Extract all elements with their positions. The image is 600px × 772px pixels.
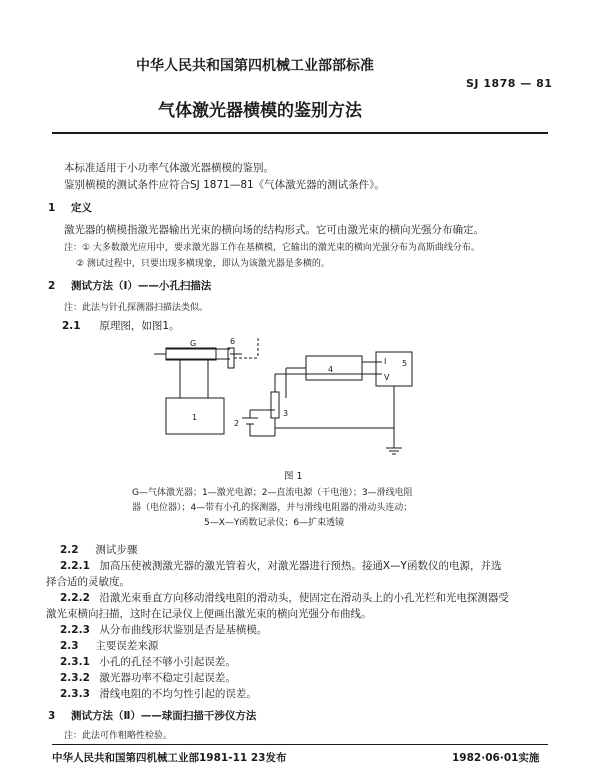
footer-effective: 1982·06·01实施 [452, 752, 540, 764]
figure-1-schematic [150, 336, 420, 470]
document-title: 气体激光器横模的鉴别方法 [158, 101, 362, 121]
section-1-note-2: ② 测试过程中，只要出现多横现象，即认为该激光器是多横的。 [76, 259, 330, 269]
step-2-2-1-line-1 [60, 558, 501, 573]
fig-label-v: V [384, 373, 390, 382]
step-2-2-2-line-2: 激光束横向扫描，这时在记录仪上便画出激光束的横向光强分布曲线。 [46, 608, 372, 620]
fig-label-3: 3 [283, 409, 289, 418]
section-2-heading [48, 278, 211, 293]
figure-legend-1: G—气体激光器；1—激光电源；2—直流电源（干电池）；3—滑线电阻 [132, 488, 413, 498]
intro-line-1: 本标准适用于小功率气体激光器横模的鉴别。 [64, 162, 274, 174]
error-2-3-1-number: 2.3.1 [60, 656, 90, 668]
section-3-note: 注：此法可作粗略性检验。 [64, 731, 173, 741]
xy-recorder-box [376, 352, 412, 386]
section-2-note: 注：此法与针孔探测器扫描法类似。 [64, 303, 209, 313]
footer-issued: 中华人民共和国第四机械工业部1981-11 23发布 [52, 752, 287, 764]
section-1-heading [48, 200, 92, 215]
section-3-heading [48, 708, 256, 723]
error-2-3-3 [60, 686, 257, 701]
figure-legend-2: 器（电位器）；4—带有小孔的探测器，并与滑线电阻器的滑动头连动； [132, 503, 413, 513]
subsection-2-3-number: 2.3 [60, 640, 79, 652]
step-2-2-3-number: 2.2.3 [60, 624, 90, 636]
figure-caption: 图 1 [284, 471, 303, 482]
section-1-number: 1 [48, 202, 56, 214]
step-2-2-1-text: 加高压使被测激光器的激光管着火，对激光器进行预热。接通X—Y函数仪的电源，并选 [99, 560, 502, 572]
error-2-3-3-text: 滑线电阻的不均匀性引起的误差。 [99, 688, 257, 700]
section-1-title: 定义 [70, 202, 92, 214]
subsection-2-1-text: 原理图，如图1。 [99, 320, 180, 332]
error-2-3-2-text: 激光器功率不稳定引起误差。 [99, 672, 236, 684]
section-3-number: 3 [48, 710, 56, 722]
fig-label-5: 5 [402, 359, 408, 368]
error-2-3-2 [60, 670, 236, 685]
fig-label-2: 2 [234, 419, 240, 428]
fig-label-i: I [384, 357, 387, 366]
error-2-3-1 [60, 654, 236, 669]
fig-label-4: 4 [328, 365, 334, 374]
section-1-note-1: 注：① 大多数激光应用中，要求激光器工作在基横模，它输出的激光束的横向光强分布为高斯曲线分布。 [64, 243, 480, 253]
step-2-2-2-number: 2.2.2 [60, 592, 90, 604]
slide-rheostat [271, 392, 279, 418]
section-1-body: 激光器的横模指激光器输出光束的横向场的结构形式。它可由激光束的横向光强分布确定。 [64, 224, 484, 236]
subsection-2-3-title: 主要误差来源 [95, 640, 159, 652]
step-2-2-3 [60, 622, 267, 637]
intro-line-2: 鉴别横模的测试条件应符合SJ 1871—81《气体激光器的测试条件》。 [64, 179, 385, 191]
fig-label-g: G [190, 339, 197, 348]
subsection-2-1 [62, 318, 180, 333]
detector-box [306, 356, 362, 380]
step-2-2-1-line-2: 择合适的灵敏度。 [46, 576, 130, 588]
beam-expander-lens [228, 348, 234, 368]
step-2-2-3-text: 从分布曲线形状鉴别是否是基横模。 [99, 624, 268, 636]
error-2-3-2-number: 2.3.2 [60, 672, 90, 684]
org-title: 中华人民共和国第四机械工业部部标准 [136, 58, 374, 74]
subsection-2-3 [60, 638, 158, 653]
section-2-number: 2 [48, 280, 56, 292]
step-2-2-2-text: 沿激光束垂直方向移动滑线电阻的滑动头，使固定在滑动头上的小孔光栏和光电探测器受 [99, 592, 509, 604]
step-2-2-1-number: 2.2.1 [60, 560, 90, 572]
step-2-2-2-line-1 [60, 590, 509, 605]
subsection-2-1-number: 2.1 [62, 320, 81, 332]
header-rule [52, 132, 548, 134]
fig-label-1: 1 [192, 413, 198, 422]
standard-number: SJ 1878 — 81 [466, 77, 553, 90]
figure-legend-3: 5—X—Y函数记录仪；6—扩束透镜 [204, 518, 345, 528]
section-3-title: 测试方法（Ⅱ）——球面扫描干涉仪方法 [70, 710, 257, 722]
section-2-title: 测试方法（Ⅰ）——小孔扫描法 [70, 280, 212, 292]
footer-rule [52, 744, 548, 745]
subsection-2-2-number: 2.2 [60, 544, 79, 556]
error-2-3-3-number: 2.3.3 [60, 688, 90, 700]
gas-laser-tube [166, 348, 216, 360]
subsection-2-2-title: 测试步骤 [95, 544, 138, 556]
fig-label-6: 6 [230, 337, 236, 346]
subsection-2-2 [60, 542, 137, 557]
error-2-3-1-text: 小孔的孔径不够小引起误差。 [99, 656, 236, 668]
